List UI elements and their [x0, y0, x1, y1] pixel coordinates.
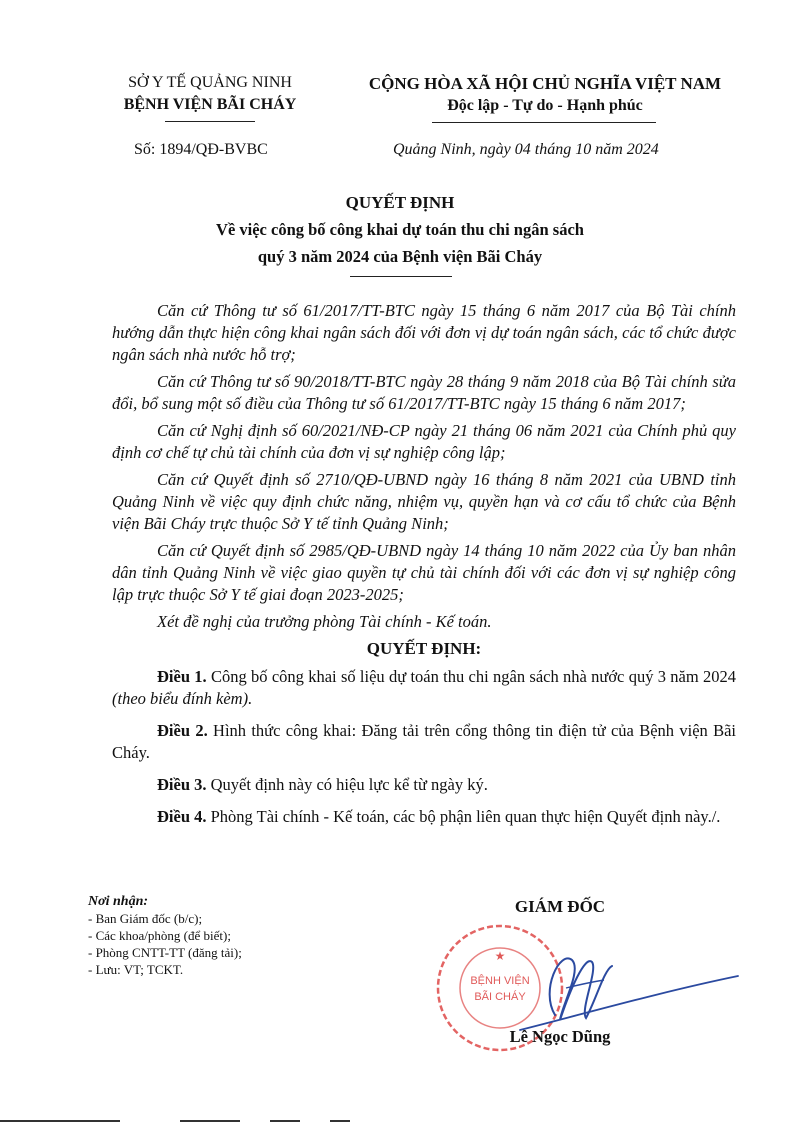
- article-3: [112, 774, 736, 796]
- article-text: Hình thức công khai: Đăng tải trên cổng thông tin điện tử của Bệnh viện Bãi Cháy.: [112, 721, 737, 762]
- title-underline: [350, 276, 452, 277]
- svg-text:BÃI CHÁY: BÃI CHÁY: [474, 991, 526, 1003]
- agency-name: BỆNH VIỆN BÃI CHÁY: [123, 96, 297, 113]
- decision-heading: QUYẾT ĐỊNH:: [366, 639, 482, 658]
- parent-agency: SỞ Y TẾ QUẢNG NINH: [128, 74, 292, 91]
- article-1: [112, 666, 736, 710]
- recipient-item: - Các khoa/phòng (để biết);: [88, 928, 231, 943]
- recipients-block: [88, 893, 348, 978]
- page-footer-rule: [0, 1120, 800, 1122]
- article-text: Phòng Tài chính - Kế toán, các bộ phận liên quan thực hiện Quyết định này./.: [206, 807, 721, 826]
- document-title: QUYẾT ĐỊNH: [345, 193, 455, 212]
- agency-underline: [165, 121, 255, 122]
- svg-text:BỆNH VIỆN: BỆNH VIỆN: [470, 975, 530, 987]
- article-label: Điều 2.: [157, 721, 208, 740]
- subject-line-1: Về việc công bố công khai dự toán thu chi ngân sách: [216, 220, 584, 239]
- subject-line-2: quý 3 năm 2024 của Bệnh viện Bãi Cháy: [257, 247, 543, 266]
- article-4: [112, 806, 736, 828]
- national-title: CỘNG HÒA XÃ HỘI CHỦ NGHĨA VIỆT NAM: [368, 74, 722, 93]
- recipient-item: - Phòng CNTT-TT (đăng tải);: [88, 945, 242, 960]
- article-text: Công bố công khai số liệu dự toán thu chi ngân sách nhà nước quý 3 năm 2024: [206, 667, 737, 686]
- recipient-item: - Ban Giám đốc (b/c);: [88, 911, 203, 926]
- article-label: Điều 4.: [157, 807, 207, 826]
- signer-position: GIÁM ĐỐC: [514, 897, 606, 916]
- document-body: [112, 300, 736, 838]
- recipient-item: - Lưu: VT; TCKT.: [88, 962, 184, 977]
- preamble-paragraph: Căn cứ Thông tư số 90/2018/TT-BTC ngày 28 tháng 9 năm 2018 của Bộ Tài chính sửa đổi, bổ sung một số điều của Thông tư số 61/2017/TT-BTC ngày 15 tháng 6 năm 2017;: [112, 372, 736, 413]
- article-label: Điều 3.: [157, 775, 207, 794]
- preamble-paragraph: Căn cứ Quyết định số 2710/QĐ-UBND ngày 16 tháng 8 năm 2021 của UBND tỉnh Quảng Ninh về việc quy định chức năng, nhiệm vụ, quyền hạn và cơ cấu tổ chức của Bệnh viện Bãi Cháy trực thuộc Sở Y tế tỉnh Quảng Ninh;: [112, 470, 736, 533]
- preamble-paragraph: Căn cứ Thông tư số 61/2017/TT-BTC ngày 15 tháng 6 năm 2017 của Bộ Tài chính hướng dẫn thực hiện công khai ngân sách đối với đơn vị dự toán ngân sách, các tổ chức được ngân sách nhà nước hỗ trợ;: [112, 301, 736, 364]
- national-motto: Độc lập - Tự do - Hạnh phúc: [447, 97, 643, 114]
- svg-text:★: ★: [494, 949, 506, 963]
- preamble-paragraph: Căn cứ Nghị định số 60/2021/NĐ-CP ngày 21 tháng 06 năm 2021 của Chính phủ quy định cơ chế tự chủ tài chính của đơn vị sự nghiệp công lập;: [112, 421, 736, 462]
- place-date: Quảng Ninh, ngày 04 tháng 10 năm 2024: [393, 141, 659, 158]
- document-number: Số: 1894/QĐ-BVBC: [134, 141, 268, 158]
- recipients-heading: Nơi nhận:: [88, 894, 149, 909]
- motto-underline: [432, 122, 656, 123]
- article-note: (theo biểu đính kèm).: [112, 689, 253, 708]
- article-2: [112, 720, 736, 764]
- article-label: Điều 1.: [157, 667, 207, 686]
- preamble-paragraph: Căn cứ Quyết định số 2985/QĐ-UBND ngày 14 tháng 10 năm 2022 của Ủy ban nhân dân tỉnh Quảng Ninh về việc giao quyền tự chủ tài chính đối với các đơn vị sự nghiệp công lập trực thuộc Sở Y tế giai đoạn 2023-2025;: [112, 541, 736, 604]
- article-text: Quyết định này có hiệu lực kể từ ngày ký.: [206, 775, 488, 794]
- signer-name: Lê Ngọc Dũng: [509, 1027, 611, 1046]
- preamble-paragraph: Xét đề nghị của trưởng phòng Tài chính - Kế toán.: [157, 612, 492, 631]
